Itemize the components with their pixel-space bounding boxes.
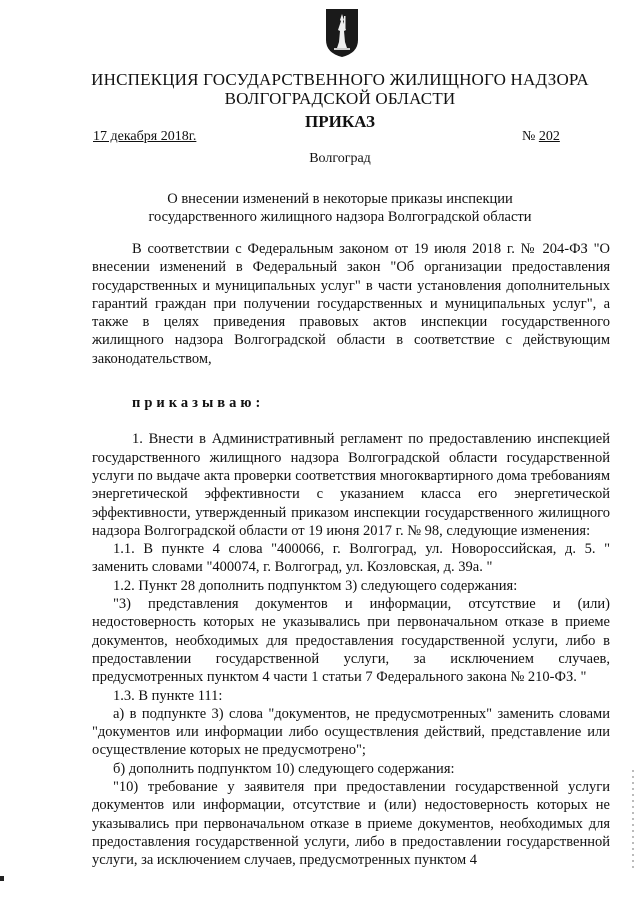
- scan-edge-noise: [632, 770, 634, 870]
- clause-1-3-b: б) дополнить подпунктом 10) следующего содержания:: [113, 760, 455, 777]
- coat-of-arms-icon: [325, 8, 359, 58]
- document-date: 17 декабря 2018г.: [93, 129, 197, 144]
- organization-name: [60, 70, 620, 108]
- document-body: [92, 240, 610, 870]
- clause-1-1: 1.1. В пункте 4 слова "400066, г. Волгоград, ул. Новороссийская, д. 5. " заменить словами "400074, г. Волгоград, ул. Козловская, д. 39а. ": [92, 541, 610, 576]
- organization-name-line2: ВОЛГОГРАДСКОЙ ОБЛАСТИ: [224, 89, 456, 108]
- document-number-prefix: №: [522, 129, 536, 144]
- clause-1-2: 1.2. Пункт 28 дополнить подпунктом 3) следующего содержания:: [113, 577, 518, 594]
- document-subject-line2: государственного жилищного надзора Волгоградской области: [148, 209, 532, 225]
- preamble-paragraph: В соответствии с Федеральным законом от 19 июля 2018 г. № 204-ФЗ "О внесении изменений в Федеральный закон "Об организации предоставления государственных и муниципальных услуг" в части установления дополнительных гарантий граждан при получении государственных и муниципальных услуг", а также в целях приведения правовых актов инспекции государственного жилищного надзора Волгоградской области в соответствие с действующим законодательством,: [92, 241, 610, 367]
- clause-1-3-a: а) в подпункте 3) слова "документов, не предусмотренных" заменить словами "документов или информации либо осуществления действий, представление или осуществление которых не предусмотрено";: [92, 705, 610, 759]
- order-word: приказываю:: [132, 395, 265, 412]
- document-number: [522, 129, 560, 145]
- document-type: ПРИКАЗ: [305, 112, 375, 131]
- document-number-value: 202: [538, 129, 560, 144]
- scan-edge-mark: [0, 876, 4, 881]
- clause-1-3-quote: "10) требование у заявителя при предоставлении государственной услуги документов или информации, отсутствие и (или) недостоверность которых не указывались при первоначальном отказе в приеме документов, необходимых для предоставления государственной услуги, либо в предоставлении государственной услуги, за исключением случаев, предусмотренных пунктом 4: [92, 779, 610, 869]
- clause-1-3: 1.3. В пункте 111:: [113, 687, 223, 704]
- document-city: Волгоград: [309, 151, 371, 166]
- document-subject: [120, 190, 560, 226]
- clause-1: 1. Внести в Административный регламент по предоставлению инспекцией государственного жилищного надзора Волгоградской области государственной услуги по выдаче акта проверки соответствия многоквартирного дома требованиям энергетической эффективности с указанием класса его энергетической эффективности, утвержденный приказом инспекции государственного жилищного надзора Волгоградской области от 19 июня 2017 г. № 98, следующие изменения:: [92, 431, 610, 539]
- organization-name-line1: ИНСПЕКЦИЯ ГОСУДАРСТВЕННОГО ЖИЛИЩНОГО НАДЗОРА: [91, 70, 589, 89]
- clause-1-2-quote: "3) представления документов и информации, отсутствие и (или) недостоверность которых не указывались при первоначальном отказе в приеме документов, необходимых для предоставления государственной услуги, либо в предоставлении государственной услуги, за исключением случаев, предусмотренных пунктом 4 части 1 статьи 7 Федерального закона № 210-ФЗ. ": [92, 596, 610, 686]
- document-subject-line1: О внесении изменений в некоторые приказы инспекции: [167, 191, 513, 207]
